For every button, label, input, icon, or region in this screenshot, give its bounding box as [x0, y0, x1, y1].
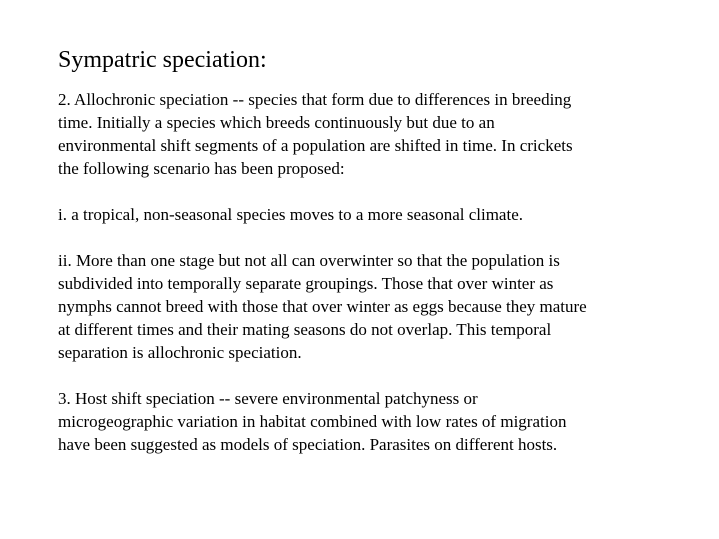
- text-line: the following scenario has been proposed:: [58, 159, 345, 178]
- text-line: 3. Host shift speciation -- severe environmental patchyness or: [58, 389, 478, 408]
- text-line: microgeographic variation in habitat combined with low rates of migration: [58, 412, 567, 431]
- slide-title: Sympatric speciation:: [58, 47, 267, 73]
- slide-content: [58, 44, 698, 479]
- text-line: ii. More than one stage but not all can overwinter so that the population is: [58, 251, 560, 270]
- text-line: nymphs cannot breed with those that over winter as eggs because they mature: [58, 297, 587, 316]
- paragraph-step-ii: [58, 249, 698, 364]
- text-line: have been suggested as models of speciation. Parasites on different hosts.: [58, 435, 558, 454]
- text-line: i. a tropical, non-seasonal species moves to a more seasonal climate.: [58, 205, 523, 224]
- text-line: time. Initially a species which breeds continuously but due to an: [58, 113, 495, 132]
- text-line: separation is allochronic speciation.: [58, 343, 302, 362]
- paragraph-host-shift: [58, 387, 698, 456]
- paragraph-allochronic: [58, 88, 698, 180]
- text-line: subdivided into temporally separate groupings. Those that over winter as: [58, 274, 554, 293]
- text-line: at different times and their mating seasons do not overlap. This temporal: [58, 320, 552, 339]
- text-line: environmental shift segments of a population are shifted in time. In crickets: [58, 136, 573, 155]
- text-line: 2. Allochronic speciation -- species that form due to differences in breeding: [58, 90, 572, 109]
- paragraph-step-i: [58, 203, 698, 226]
